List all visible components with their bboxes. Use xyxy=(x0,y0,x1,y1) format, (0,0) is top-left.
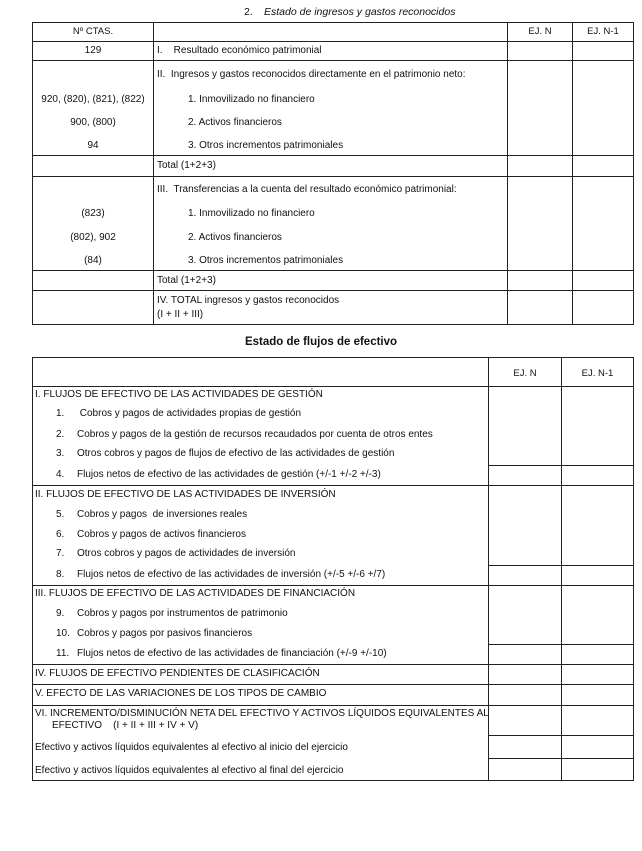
section-vi-line1: VI. INCREMENTO/DISMINUCIÓN NETA DEL EFECTIVO Y ACTIVOS LÍQUIDOS EQUIVALENTES AL xyxy=(35,708,489,719)
section-iv-line2: (I + II + III) xyxy=(157,309,204,320)
item-label: 3. Otros incrementos patrimoniales xyxy=(188,255,344,266)
row-number: 7. xyxy=(56,548,65,559)
row-number: 5. xyxy=(56,509,65,520)
resultado-economico-label: I. Resultado económico patrimonial xyxy=(157,45,322,56)
efectivo-inicio: Efectivo y activos líquidos equivalentes al efectivo al inicio del ejercicio xyxy=(35,742,348,753)
section-v-tipos-cambio: V. EFECTO DE LAS VARIACIONES DE LOS TIPOS DE CAMBIO xyxy=(35,688,327,699)
ctas-item: (802), 902 xyxy=(70,232,116,243)
item-label: 3. Otros incrementos patrimoniales xyxy=(188,140,344,151)
row-label: Cobros y pagos por pasivos financieros xyxy=(77,628,253,639)
row-number: 8. xyxy=(56,569,65,580)
section-i-gestion: I. FLUJOS DE EFECTIVO DE LAS ACTIVIDADES DE GESTIÓN xyxy=(35,389,323,400)
row-number: 1. xyxy=(56,408,65,419)
row-number: 3. xyxy=(56,448,65,459)
section-iv-pendientes: IV. FLUJOS DE EFECTIVO PENDIENTES DE CLASIFICACIÓN xyxy=(35,668,320,679)
header-ej-n: EJ. N xyxy=(513,368,537,379)
row-label: Cobros y pagos de activos financieros xyxy=(77,529,246,540)
section-ii-title: II. Ingresos y gastos reconocidos directamente en el patrimonio neto: xyxy=(157,69,466,80)
item-label: 1. Inmovilizado no financiero xyxy=(188,208,315,219)
row-label: Otros cobros y pagos de actividades de inversión xyxy=(77,548,296,559)
header-ej-n: EJ. N xyxy=(528,26,552,37)
row-label: Cobros y pagos de inversiones reales xyxy=(77,509,248,520)
flujos-efectivo-title: Estado de flujos de efectivo xyxy=(244,336,398,348)
header-ej-n1: EJ. N-1 xyxy=(587,26,619,37)
total-label: Total (1+2+3) xyxy=(157,160,216,171)
ctas-item: (823) xyxy=(81,208,105,219)
row-number: 6. xyxy=(56,529,65,540)
row-label: Cobros y pagos de actividades propias de gestión xyxy=(77,408,302,419)
ctas-item: 920, (820), (821), (822) xyxy=(41,94,145,105)
row-number: 2. xyxy=(56,429,65,440)
row-label: Cobros y pagos de la gestión de recursos recaudados por cuenta de otros entes xyxy=(77,429,433,440)
row-label: Flujos netos de efectivo de las actividades de financiación (+/-9 +/-10) xyxy=(77,648,387,659)
section-vi-line2: EFECTIVO (I + II + III + IV + V) xyxy=(52,720,199,731)
row-label: Cobros y pagos por instrumentos de patrimonio xyxy=(77,608,288,619)
section-iii-financiacion: III. FLUJOS DE EFECTIVO DE LAS ACTIVIDADES DE FINANCIACIÓN xyxy=(35,588,356,599)
section-iii-title: III. Transferencias a la cuenta del resultado económico patrimonial: xyxy=(157,184,457,195)
row-label: Flujos netos de efectivo de las actividades de gestión (+/-1 +/-2 +/-3) xyxy=(77,469,381,480)
row-label: Otros cobros y pagos de flujos de efectivo de las actividades de gestión xyxy=(77,448,395,459)
ctas-item: (84) xyxy=(84,255,102,266)
ctas-129: 129 xyxy=(84,45,102,56)
row-number: 4. xyxy=(56,469,65,480)
section-iv-line1: IV. TOTAL ingresos y gastos reconocidos xyxy=(157,295,340,306)
header-num-ctas: Nº CTAS. xyxy=(72,26,114,37)
header-ej-n1: EJ. N-1 xyxy=(581,368,614,379)
row-number: 10. xyxy=(56,628,70,639)
ctas-item: 900, (800) xyxy=(70,117,116,128)
row-number: 11. xyxy=(56,648,70,659)
item-label: 2. Activos financieros xyxy=(188,232,282,243)
row-label: Flujos netos de efectivo de las actividades de inversión (+/-5 +/-6 +/7) xyxy=(77,569,386,580)
table1-title: Estado de ingresos y gastos reconocidos xyxy=(264,6,456,18)
table1-title-number: 2. xyxy=(244,6,253,18)
ctas-item: 94 xyxy=(87,140,99,151)
item-label: 1. Inmovilizado no financiero xyxy=(188,94,315,105)
total-label: Total (1+2+3) xyxy=(157,275,216,286)
item-label: 2. Activos financieros xyxy=(188,117,282,128)
efectivo-final: Efectivo y activos líquidos equivalentes al efectivo al final del ejercicio xyxy=(35,765,344,776)
section-ii-inversion: II. FLUJOS DE EFECTIVO DE LAS ACTIVIDADES DE INVERSIÓN xyxy=(35,489,336,500)
row-number: 9. xyxy=(56,608,65,619)
